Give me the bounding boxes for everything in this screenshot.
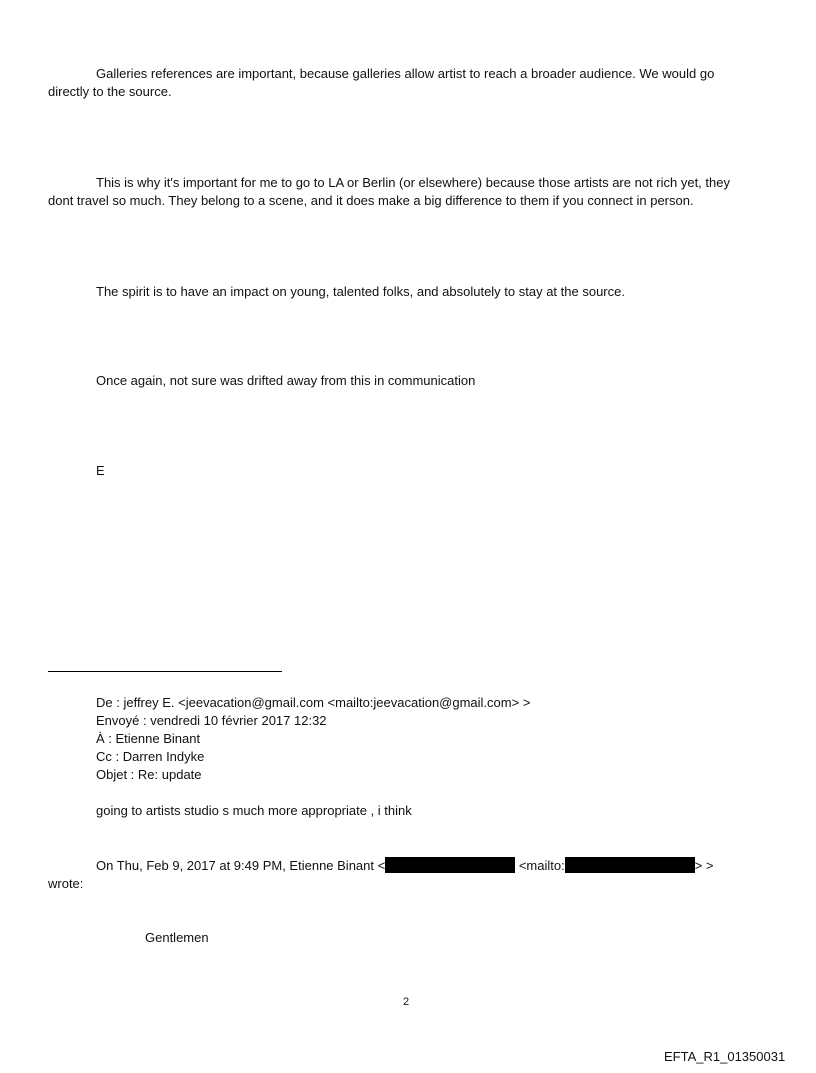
quote-greeting: Gentlemen <box>145 930 209 945</box>
redaction-box <box>565 857 695 873</box>
signature: E <box>96 463 105 478</box>
quote-prefix: On Thu, Feb 9, 2017 at 9:49 PM, Etienne Binant < <box>96 858 386 873</box>
header-sent: Envoyé : vendredi 10 février 2017 12:32 <box>96 713 327 728</box>
paragraph-1-line-2: directly to the source. <box>48 84 172 99</box>
header-subject: Objet : Re: update <box>96 767 202 782</box>
redaction-box <box>385 857 515 873</box>
quote-suffix: > > <box>694 858 714 873</box>
paragraph-3: The spirit is to have an impact on young, talented folks, and absolutely to stay at the source. <box>96 284 625 299</box>
bates-number: EFTA_R1_01350031 <box>664 1049 786 1064</box>
paragraph-2-line-2: dont travel so much. They belong to a scene, and it does make a big difference to them if you connect in person. <box>48 193 694 208</box>
quote-mailto: <mailto: <box>518 858 565 873</box>
header-to: À : Etienne Binant <box>96 731 201 746</box>
separator-line <box>48 671 282 672</box>
paragraph-1-line-1: Galleries references are important, because galleries allow artist to reach a broader audience. We would go <box>96 66 715 81</box>
header-from: De : jeffrey E. <jeevacation@gmail.com <mailto:jeevacation@gmail.com> > <box>96 695 531 710</box>
header-cc: Cc : Darren Indyke <box>96 749 205 764</box>
paragraph-2-line-1: This is why it's important for me to go to LA or Berlin (or elsewhere) because those artists are not rich yet, they <box>96 175 730 190</box>
reply-text: going to artists studio s much more appropriate , i think <box>96 803 412 818</box>
quote-attribution <box>96 857 714 875</box>
quote-wrote: wrote: <box>48 876 84 891</box>
page-number: 2 <box>403 996 410 1008</box>
paragraph-4: Once again, not sure was drifted away from this in communication <box>96 373 476 388</box>
